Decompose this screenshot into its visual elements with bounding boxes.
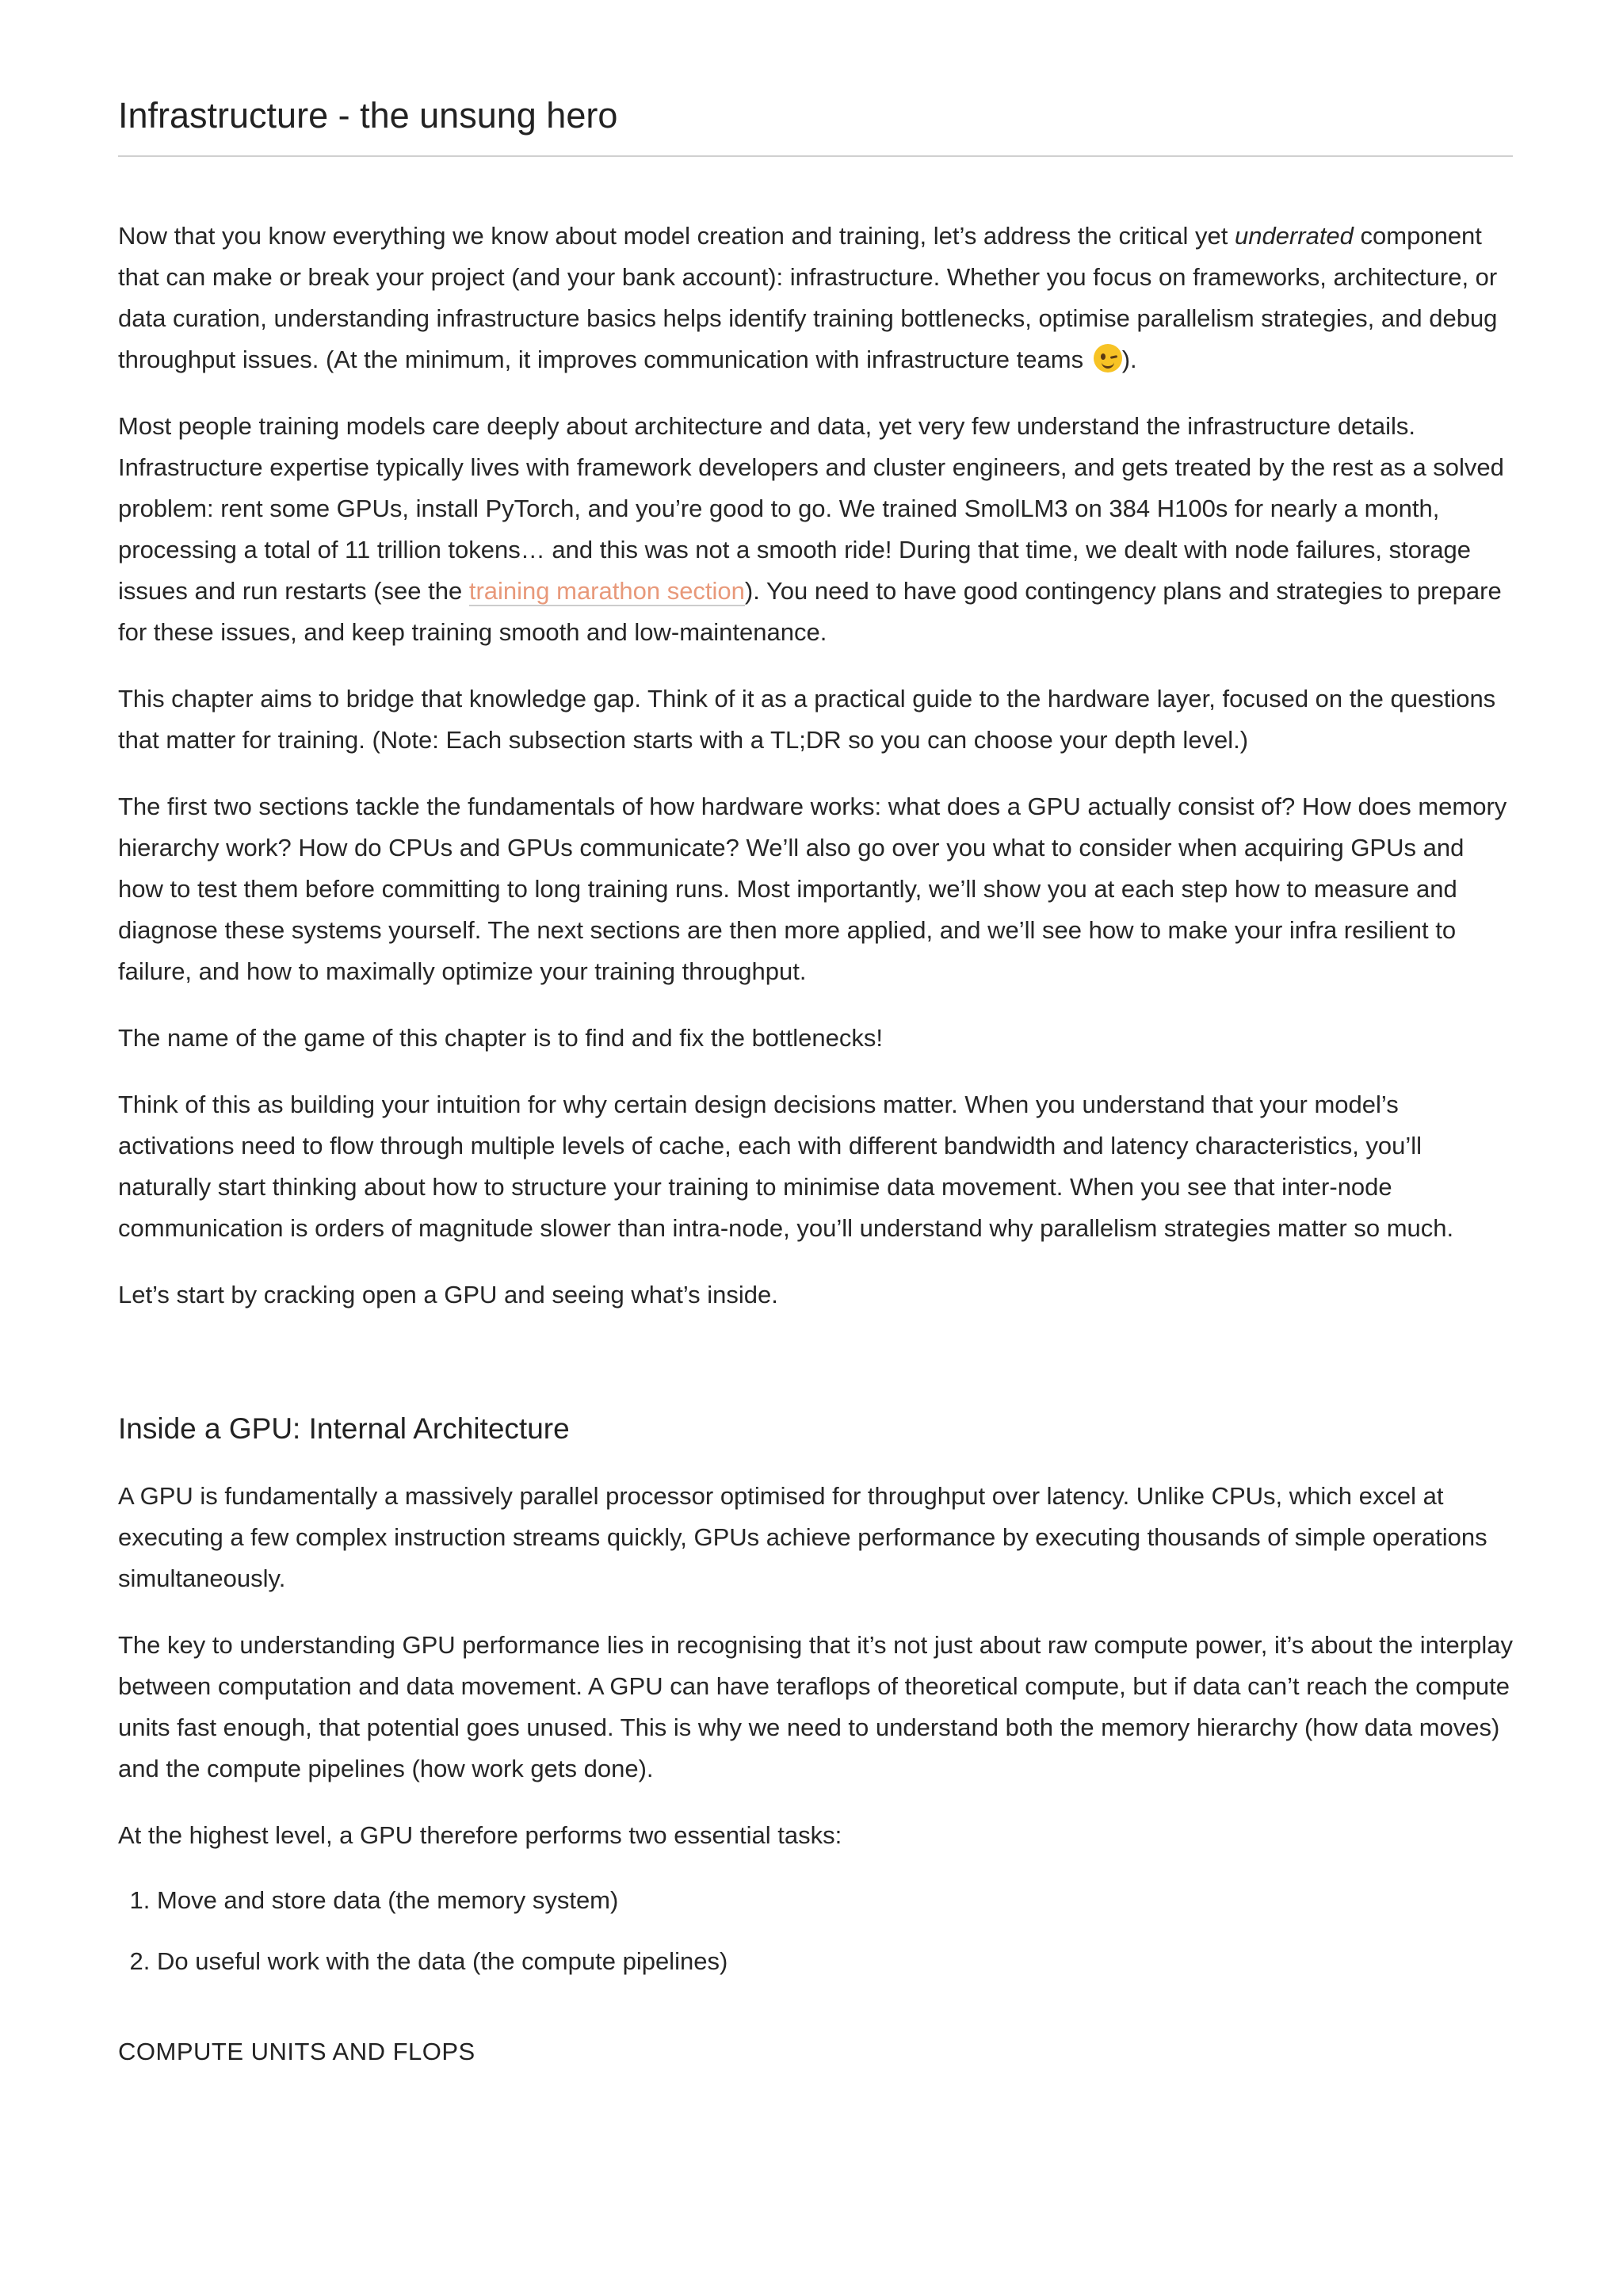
gpu-paragraph-1: A GPU is fundamentally a massively parallel processor optimised for throughput over latency. Unlike CPUs, which excel at executing a few complex instruction streams quickly, GPUs achieve performance by executing thousands of simple operations simultaneously. — [118, 1482, 1487, 1592]
intro-p1-text-end: component that can make or break your project (and your bank account): infrastructure. Whether you focus on frameworks, architecture, or data curation, understanding infrastructure basics helps identify training bottlenecks, optimise parallelism strategies, and debug throughput issues. (At the minimum, it improves communication with infrastructure teams — [118, 222, 1498, 373]
list-item: 1. Move and store data (the memory system) — [157, 1880, 1513, 1921]
training-marathon-link[interactable]: training marathon section — [468, 577, 745, 605]
title-divider — [118, 155, 1513, 157]
intro-paragraph-3: This chapter aims to bridge that knowledge gap. Think of it as a practical guide to the hardware layer, focused on the questions that matter for training. (Note: Each subsection starts with a TL;DR so you can choose your depth level.) — [118, 685, 1496, 754]
intro-paragraph-2 — [118, 406, 1513, 653]
intro-paragraph-5: The name of the game of this chapter is to find and fix the bottlenecks! — [118, 1024, 883, 1052]
intro-p2-text-start: Most people training models care deeply about architecture and data, yet very few understand the infrastructure details. Infrastructure expertise typically lives with framework developers and cluster engineers, and gets treated by the rest as a solved problem: rent some GPUs, install PyTorch, and you’re good to go. We trained SmolLM3 on 384 H100s for nearly a month, processing a total of 11 trillion tokens… and this was not a smooth ride! During that time, we dealt with node failures, storage issues and run restarts (see the — [118, 412, 1504, 605]
intro-p2-text-end: ). You need to have good contingency plans and strategies to prepare for these issues, and keep training smooth and low-maintenance. — [118, 577, 1502, 646]
list-item: 2. Do useful work with the data (the compute pipelines) — [157, 1941, 1513, 1982]
intro-p1-closing: ). — [1121, 346, 1137, 373]
intro-section — [118, 216, 1513, 1316]
winking-face-emoji-icon — [1094, 344, 1122, 372]
gpu-paragraph-2: The key to understanding GPU performance lies in recognising that it’s not just about raw compute power, it’s about the interplay between computation and data movement. A GPU can have teraflops of theoretical compute, but if data can’t reach the compute units fast enough, that potential goes unused. This is why we need to understand both the memory hierarchy (how data moves) and the compute pipelines (how work gets done). — [118, 1631, 1513, 1782]
intro-paragraph-1 — [118, 216, 1513, 380]
subsection-title-compute-units: COMPUTE UNITS AND FLOPS — [118, 2038, 475, 2065]
article-page — [118, 0, 1513, 2072]
section-title-inside-gpu: Inside a GPU: Internal Architecture — [118, 1412, 570, 1445]
intro-paragraph-7: Let’s start by cracking open a GPU and seeing what’s inside. — [118, 1281, 778, 1308]
gpu-section-body — [118, 1476, 1513, 1856]
emphasis-underrated: underrated — [1234, 222, 1354, 250]
intro-p1-text-start: Now that you know everything we know about model creation and training, let’s address the critical yet — [118, 222, 1235, 250]
intro-paragraph-4: The first two sections tackle the fundamentals of how hardware works: what does a GPU actually consist of? How does memory hierarchy work? How do CPUs and GPUs communicate? We’ll also go over you what to consider when acquiring GPUs and how to test them before committing to long training runs. Most importantly, we’ll show you at each step how to measure and diagnose these systems yourself. The next sections are then more applied, and we’ll see how to make your infra resilient to failure, and how to maximally optimize your training throughput. — [118, 793, 1507, 985]
intro-paragraph-6: Think of this as building your intuition for why certain design decisions matter. When you understand that your model’s activations need to flow through multiple levels of cache, each with different bandwidth and latency characteristics, you’ll naturally start thinking about how to structure your training to minimise data movement. When you see that inter-node communication is orders of magnitude slower than intra-node, you’ll understand why parallelism strategies matter so much. — [118, 1091, 1454, 1242]
chapter-title: Infrastructure - the unsung hero — [118, 95, 618, 136]
gpu-tasks-list — [118, 1880, 1513, 1982]
gpu-paragraph-3: At the highest level, a GPU therefore performs two essential tasks: — [118, 1821, 842, 1849]
